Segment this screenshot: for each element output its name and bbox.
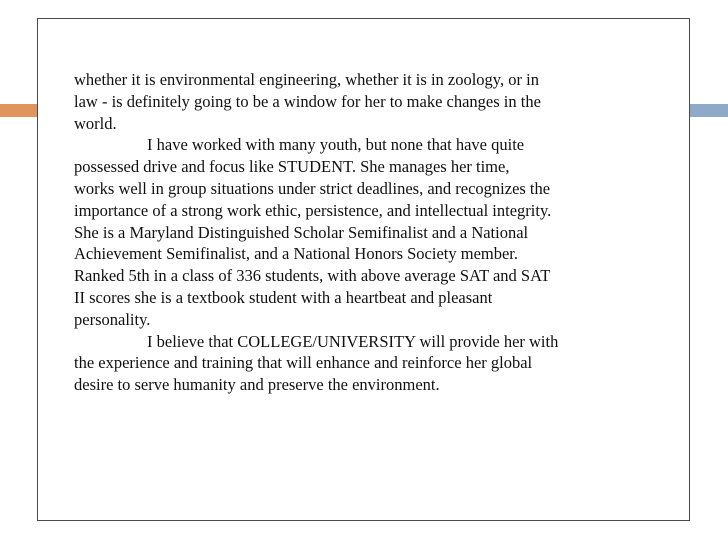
letter-line: possessed drive and focus like STUDENT. She manages her time,: [74, 157, 510, 177]
accent-bar-right: [690, 104, 728, 117]
letter-line: Ranked 5th in a class of 336 students, with above average SAT and SAT: [74, 266, 551, 286]
letter-line: law - is definitely going to be a window for her to make changes in the: [74, 91, 541, 111]
letter-line-indented: I believe that COLLEGE/UNIVERSITY will provide her with: [147, 331, 559, 351]
letter-line: personality.: [74, 309, 151, 329]
letter-line: Achievement Semifinalist, and a National Honors Society member.: [74, 244, 519, 264]
letter-line: whether it is environmental engineering, whether it is in zoology, or in: [74, 70, 539, 89]
letter-line: desire to serve humanity and preserve the environment.: [74, 375, 440, 395]
letter-line: the experience and training that will enhance and reinforce her global: [74, 353, 533, 373]
letter-body: [74, 69, 664, 396]
letter-line: world.: [74, 113, 117, 133]
letter-line: importance of a strong work ethic, persistence, and intellectual integrity.: [74, 200, 552, 220]
letter-line-indented: I have worked with many youth, but none that have quite: [147, 135, 525, 155]
accent-bar-left: [0, 104, 37, 117]
letter-line: II scores she is a textbook student with a heartbeat and pleasant: [74, 287, 493, 307]
letter-line: works well in group situations under strict deadlines, and recognizes the: [74, 178, 551, 198]
letter-line: She is a Maryland Distinguished Scholar Semifinalist and a National: [74, 222, 529, 242]
